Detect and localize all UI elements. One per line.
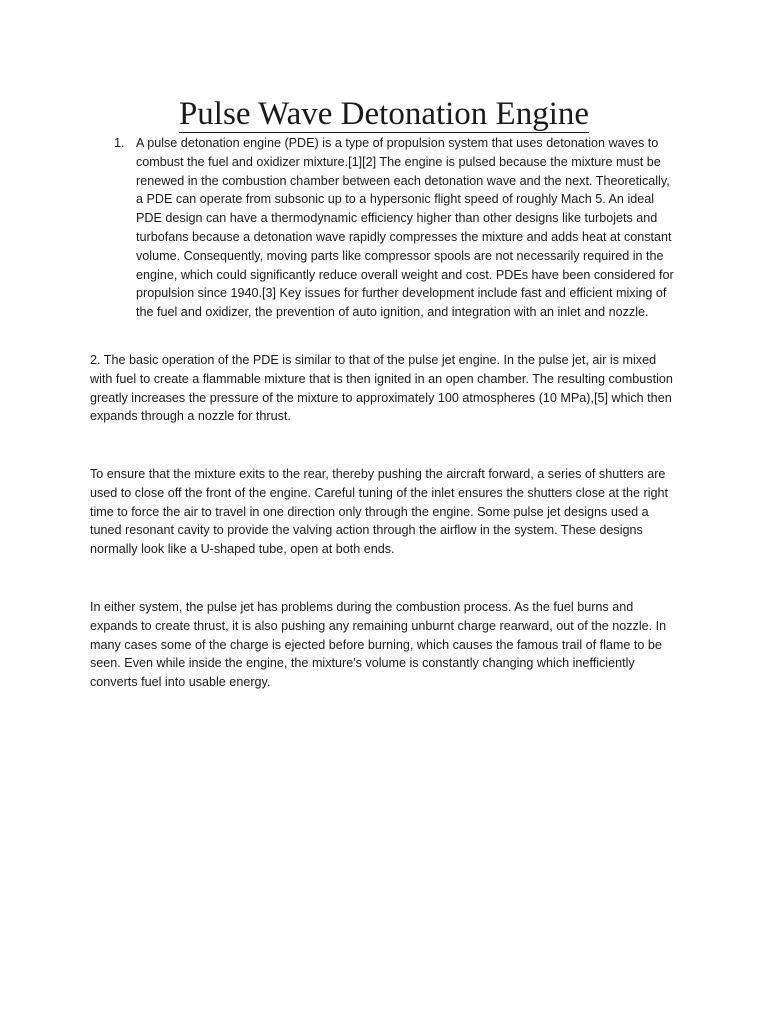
paragraph-basic-operation: 2. The basic operation of the PDE is similar to that of the pulse jet engine. In the pulse jet, air is mixed with fuel to create a flammable mixture that is then ignited in an open chamber. The resulting combustion greatly increases the pressure of the mixture to approximately 100 atmospheres (10 MPa),[5] which then expands through a nozzle for thrust. [90,353,673,424]
list-item [108,134,678,322]
list-item-text: A pulse detonation engine (PDE) is a type of propulsion system that uses detonation waves to combust the fuel and oxidizer mixture.[1][2] The engine is pulsed because the mixture must be renewed in the combustion chamber between each detonation wave and the next. Theoretically, a PDE can operate from subsonic up to a hypersonic flight speed of roughly Mach 5. An ideal PDE design can have a thermodynamic efficiency higher than other designs like turbojets and turbofans because a detonation wave rapidly compresses the mixture and adds heat at constant volume. Consequently, moving parts like compressor spools are not necessarily required in the engine, which could significantly reduce overall weight and cost. PDEs have been considered for propulsion since 1940.[3] Key issues for further development include fast and efficient mixing of the fuel and oxidizer, the prevention of auto ignition, and integration with an inlet and nozzle. [136,136,674,320]
numbered-list [108,134,678,322]
paragraph-shutters: To ensure that the mixture exits to the rear, thereby pushing the aircraft forward, a series of shutters are used to close off the front of the engine. Careful tuning of the inlet ensures the shutters close at the right time to force the air to travel in one direction only through the engine. Some pulse jet designs used a tuned resonant cavity to provide the valving action through the airflow in the system. These designs normally look like a U-shaped tube, open at both ends. [90,467,669,557]
page-title [0,94,768,134]
paragraph-combustion-problems: In either system, the pulse jet has problems during the combustion process. As the fuel burns and expands to create thrust, it is also pushing any remaining unburnt charge rearward, out of the nozzle. In many cases some of the charge is ejected before burning, which causes the famous trail of flame to be seen. Even while inside the engine, the mixture's volume is constantly changing which inefficiently converts fuel into usable energy. [90,600,667,690]
page-title-text: Pulse Wave Detonation Engine [178,96,590,132]
list-marker: 1. [114,136,125,150]
